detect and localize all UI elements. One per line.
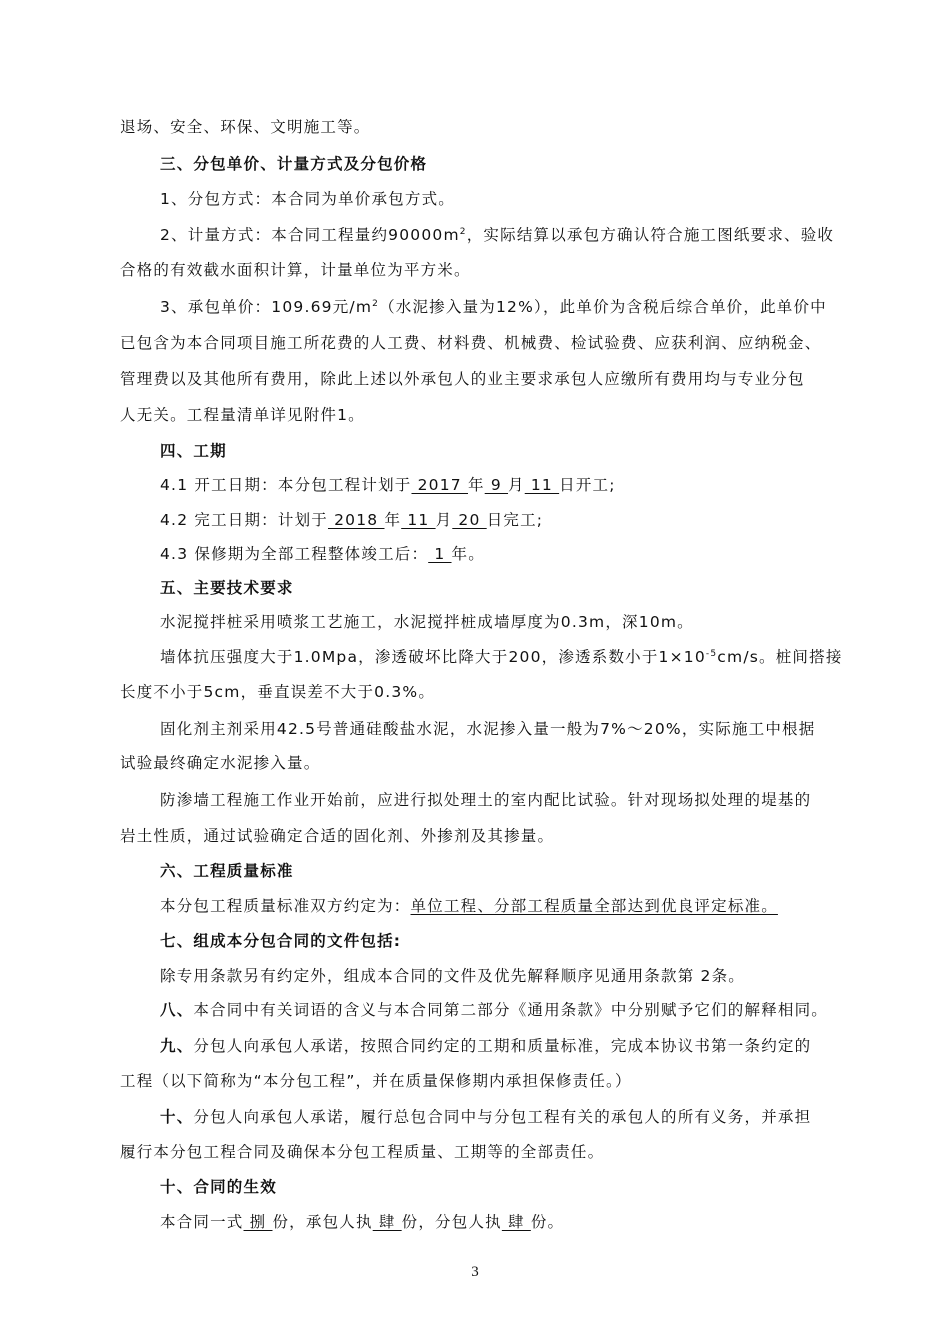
end-day: 20 — [452, 511, 487, 529]
section-heading — [160, 930, 401, 952]
start-year: 2017 — [411, 476, 468, 494]
paragraph-line — [160, 224, 834, 246]
text: 除专用条款另有约定外，组成本合同的文件及优先解释顺序见通用条款第 2条。 — [160, 967, 745, 985]
text: 1、分包方式：本合同为单价承包方式。 — [160, 190, 455, 208]
text: cm/s。桩间搭接 — [717, 648, 843, 666]
paragraph-line — [160, 188, 455, 210]
end-year: 2018 — [327, 511, 385, 529]
heading-text: 七、组成本分包合同的文件包括: — [160, 932, 402, 950]
section-heading — [160, 860, 294, 882]
text: 份，承包人执 — [272, 1213, 373, 1231]
paragraph-line — [120, 752, 320, 774]
copies-total: 捌 — [243, 1213, 273, 1231]
section-heading — [160, 1176, 277, 1198]
quality-standard: 单位工程、分部工程质量全部达到优良评定标准。 — [410, 897, 778, 915]
text: 已包含为本合同项目施工所花费的人工费、材料费、机械费、检试验费、应获利润、应纳税金、 — [120, 334, 822, 352]
text: 年 — [384, 511, 402, 529]
heading-text: 四、工期 — [160, 442, 227, 460]
text: 水泥搅拌桩采用喷浆工艺施工，水泥搅拌桩成墙厚度为0.3m，深10m。 — [160, 613, 694, 631]
text: 年。 — [451, 545, 485, 563]
text: 墙体抗压强度大于1.0Mpa，渗透破坏比降大于200，渗透系数小于1×10 — [160, 648, 706, 666]
paragraph-line — [160, 611, 694, 633]
text: 岩土性质，通过试验确定合适的固化剂、外掺剂及其掺量。 — [120, 827, 555, 845]
copies-contractor: 肆 — [372, 1213, 402, 1231]
text: 4.1 开工日期：本分包工程计划于 — [160, 476, 412, 494]
paragraph-line — [120, 404, 365, 426]
clause-number: 九、 — [160, 1037, 194, 1055]
paragraph-line — [160, 474, 616, 496]
paragraph-line — [160, 1035, 811, 1057]
paragraph-line — [160, 965, 745, 987]
section-heading — [160, 577, 294, 599]
paragraph-line — [160, 999, 828, 1021]
paragraph-line — [120, 681, 435, 703]
text: 日开工; — [559, 476, 616, 494]
paragraph-line — [120, 1070, 632, 1092]
text: 4.3 保修期为全部工程整体竣工后： — [160, 545, 429, 563]
text: 份。 — [530, 1213, 565, 1231]
start-month: 9 — [484, 476, 509, 494]
superscript: 2 — [459, 226, 467, 237]
text: 退场、安全、环保、文明施工等。 — [120, 118, 371, 136]
paragraph-line — [120, 368, 805, 390]
paragraph-line — [120, 332, 821, 354]
superscript: -5 — [705, 648, 718, 659]
paragraph-line — [160, 646, 843, 668]
paragraph-line — [120, 259, 471, 281]
paragraph-line — [160, 543, 485, 565]
paragraph-line — [160, 789, 811, 811]
text: 试验最终确定水泥掺入量。 — [120, 754, 321, 772]
text: ，实际结算以承包方确认符合施工图纸要求、验收 — [466, 226, 835, 244]
text: 长度不小于5cm，垂直误差不大于0.3%。 — [120, 683, 436, 701]
section-heading — [160, 153, 427, 175]
text: 本合同中有关词语的含义与本合同第二部分《通用条款》中分别赋予它们的解释相同。 — [193, 1001, 829, 1019]
text: 4.2 完工日期：计划于 — [160, 511, 328, 529]
heading-text: 六、工程质量标准 — [160, 862, 294, 880]
paragraph-line — [160, 296, 827, 318]
end-month: 11 — [401, 511, 436, 529]
heading-text: 十、合同的生效 — [160, 1178, 277, 1196]
section-heading — [160, 440, 227, 462]
text: 工程（以下简称为“本分包工程”，并在质量保修期内承担保修责任。） — [120, 1072, 632, 1090]
paragraph-line — [120, 1141, 604, 1163]
text: 3、承包单价：109.69元/m — [160, 298, 373, 316]
heading-text: 三、分包单价、计量方式及分包价格 — [160, 155, 428, 173]
text: 管理费以及其他所有费用，除此上述以外承包人的业主要求承包人应缴所有费用均与专业分包 — [120, 370, 805, 388]
clause-number: 十、 — [160, 1108, 194, 1126]
text: 人无关。工程量清单详见附件1。 — [120, 406, 365, 424]
text: 年 — [468, 476, 485, 494]
text: 本合同一式 — [160, 1213, 244, 1231]
text: 2、计量方式：本合同工程量约90000m — [160, 226, 460, 244]
heading-text: 五、主要技术要求 — [160, 579, 294, 597]
clause-number: 八、 — [160, 1001, 194, 1019]
text: 份，分包人执 — [401, 1213, 502, 1231]
text: 月 — [508, 476, 525, 494]
text: 日完工; — [486, 511, 544, 529]
paragraph-line — [160, 718, 815, 740]
paragraph-line — [160, 509, 543, 531]
paragraph-line — [160, 1211, 564, 1233]
text: 履行本分包工程合同及确保本分包工程质量、工期等的全部责任。 — [120, 1143, 605, 1161]
text: （水泥掺入量为12%），此单价为含税后综合单价，此单价中 — [379, 298, 827, 316]
paragraph-line — [160, 895, 778, 917]
copies-subcontractor: 肆 — [501, 1213, 531, 1231]
text: 防渗墙工程施工作业开始前，应进行拟处理土的室内配比试验。针对现场拟处理的堤基的 — [160, 791, 812, 809]
text: 固化剂主剂采用42.5号普通硅酸盐水泥，水泥掺入量一般为7%～20%，实际施工中根据 — [160, 720, 816, 738]
text: 分包人向承包人承诺，履行总包合同中与分包工程有关的承包人的所有义务，并承担 — [193, 1108, 812, 1126]
superscript: 2 — [372, 298, 380, 309]
text: 分包人向承包人承诺，按照合同约定的工期和质量标准，完成本协议书第一条约定的 — [193, 1037, 812, 1055]
text: 月 — [435, 511, 453, 529]
start-day: 11 — [524, 476, 560, 494]
warranty-years: 1 — [428, 545, 452, 563]
paragraph-line — [120, 825, 554, 847]
page-number: 3 — [471, 1264, 479, 1280]
text: 本分包工程质量标准双方约定为： — [160, 897, 411, 915]
paragraph-line — [120, 116, 371, 138]
paragraph-line — [160, 1106, 811, 1128]
text: 合格的有效截水面积计算，计量单位为平方米。 — [120, 261, 471, 279]
